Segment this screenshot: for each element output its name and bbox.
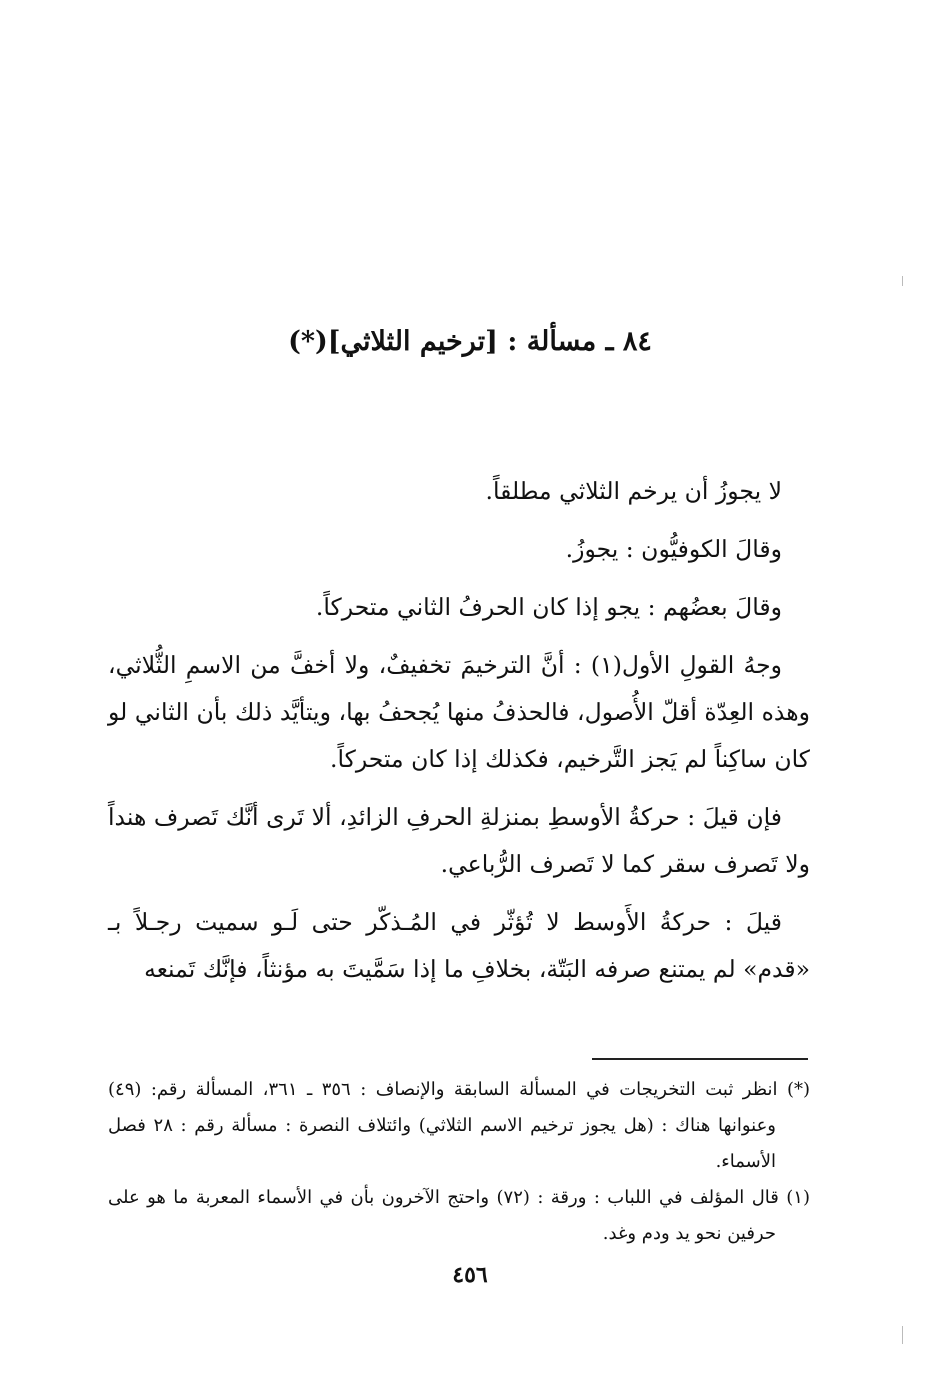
page-number: ٤٥٦ [452, 1262, 488, 1288]
footnote-separator [592, 1058, 808, 1060]
footnote: (١) قال المؤلف في اللباب : ورقة : (٧٢) واحتج الآخرون بأن في الأسماء المعربة ما هو على حرفين نحو يد ودم وغد. [108, 1187, 810, 1244]
footnotes [108, 1072, 810, 1252]
scan-edge-mark [902, 276, 903, 286]
paragraph: قيلَ : حركةُ الأَوسط لا تُؤثّر في المُـذكّر حتى لَـو سميت رجـلاً بـ «قدم» لم يمتنع صرفه البَتّة، بخلافِ ما إذا سَمَّيتَ به مؤنثاً، فإنَّك تَمنعه [108, 908, 810, 983]
footnote: (*) انظر ثبت التخريجات في المسألة السابقة والإنصاف : ٣٥٦ ـ ٣٦١، المسألة رقم: (٤٩) وعنوانها هناك : (هل يجوز ترخيم الاسم الثلاثي) وائتلاف النصرة : مسألة رقم : ٢٨ فصل الأسماء. [108, 1079, 811, 1172]
paragraph: وجهُ القولِ الأول(١) : أنَّ الترخيمَ تخفيفٌ، ولا أخفَّ من الاسمِ الثُّلاثي، وهذه العِدّة أقلّ الأُصول، فالحذفُ منها يُجحفُ بها، ويتأيَّد ذلك بأن الثاني لو كان ساكِناً لم يَجز التَّرخيم، فكذلك إذا كان متحركاً. [108, 651, 810, 773]
paragraph: وقالَ بعضُهم : يجو إذا كان الحرفُ الثاني متحركاً. [315, 593, 782, 621]
paragraph: فإن قيلَ : حركةُ الأوسطِ بمنزلةِ الحرفِ الزائدِ، ألا تَرى أنَّك تَصرف هنداً ولا تَصرف سقر كما لا تَصرف الرُّباعي. [108, 803, 810, 878]
scan-edge-mark [902, 1326, 903, 1344]
paragraph: لا يجوزُ أن يرخم الثلاثي مطلقاً. [485, 477, 782, 505]
main-text [108, 468, 810, 1004]
paragraph: وقالَ الكوفيُّون : يجوزُ. [565, 535, 782, 563]
page-title: ٨٤ ـ مسألة : [ترخيم الثلاثي](*) [288, 326, 652, 357]
